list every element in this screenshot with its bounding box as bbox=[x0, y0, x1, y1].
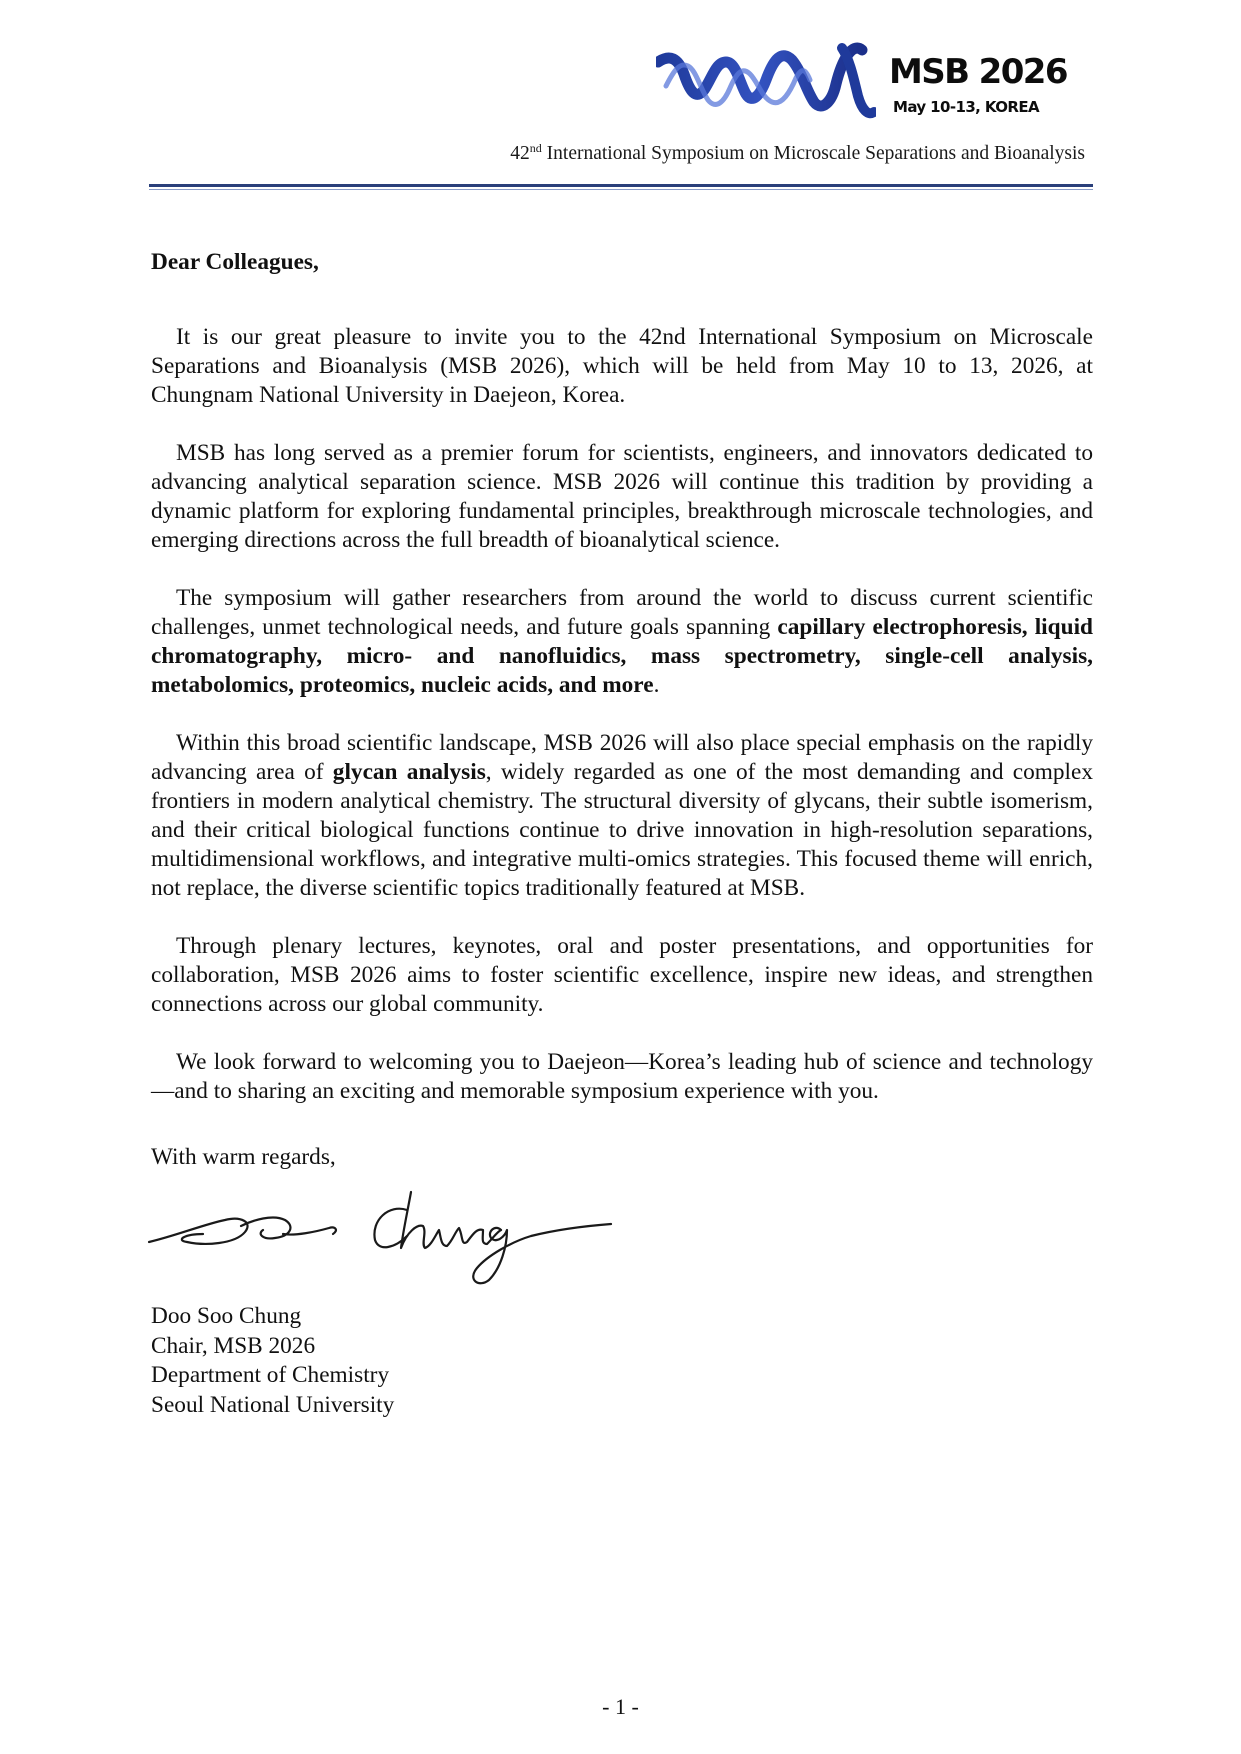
symposium-ordinal-suffix: nd bbox=[529, 141, 542, 155]
header-rule bbox=[149, 184, 1093, 187]
symposium-title bbox=[510, 141, 1085, 165]
paragraph-3 bbox=[151, 584, 1093, 700]
signer-name: Doo Soo Chung bbox=[151, 1303, 302, 1329]
paragraph-6: We look forward to welcoming you to Daejeon—Korea’s leading hub of science and technology—and to sharing an exciting and memorable symposium experience with you. bbox=[151, 1049, 1093, 1104]
closing: With warm regards, bbox=[151, 1144, 336, 1170]
logo-date: May 10-13, KOREA bbox=[893, 98, 1039, 116]
paragraph-1: It is our great pleasure to invite you to the 42nd International Symposium on Microscale Separations and Bioanalysis (MSB 2026), which will be held from May 10 to 13, 2026, at Chungnam National University in Daejeon, Korea. bbox=[151, 324, 1093, 408]
paragraph-3-text: The symposium will gather researchers from around the world to discuss current scientific challenges, unmet technological needs, and future goals spanning bbox=[151, 585, 1093, 640]
handwritten-signature bbox=[145, 1180, 615, 1292]
letterhead bbox=[0, 0, 1241, 200]
header-rule-thin bbox=[149, 189, 1093, 190]
logo-title: MSB 2026 bbox=[889, 52, 1067, 92]
paragraph-4-bold-topic: glycan analysis bbox=[332, 759, 486, 785]
paragraph-4-text: Within this broad scientific landscape, MSB 2026 will also place special emphasis on the rapidly advancing area of bbox=[151, 730, 1093, 785]
paragraph-4-rest: , widely regarded as one of the most demanding and complex frontiers in modern analytical chemistry. The structural diversity of glycans, their subtle isomerism, and their critical biological functions continue to drive innovation in high-resolution separations, multidimensional workflows, and integrative multi-omics strategies. This focused theme will enrich, not replace, the diverse scientific topics traditionally featured at MSB. bbox=[151, 759, 1093, 901]
paragraph-2: MSB has long served as a premier forum for scientists, engineers, and innovators dedicated to advancing analytical separation science. MSB 2026 will continue this tradition by providing a dynamic platform for exploring fundamental principles, breakthrough microscale technologies, and emerging directions across the full breadth of bioanalytical science. bbox=[151, 440, 1093, 553]
signer-role: Chair, MSB 2026 bbox=[151, 1332, 316, 1359]
signer-institution: Seoul National University bbox=[151, 1391, 395, 1418]
paragraph-4 bbox=[151, 729, 1093, 903]
signature bbox=[151, 1172, 1093, 1302]
paragraph-3-bold-topics: capillary electrophoresis, liquid chromatography, micro- and nanofluidics, mass spectrometry, single-cell analysis, metabolomics, proteomics, nucleic acids, and more bbox=[151, 614, 1094, 698]
symposium-ordinal-number: 42 bbox=[510, 143, 530, 164]
symposium-title-text: International Symposium on Microscale Separations and Bioanalysis bbox=[541, 143, 1085, 164]
paragraph-3-end: . bbox=[653, 672, 660, 698]
paragraph-5: Through plenary lectures, keynotes, oral and poster presentations, and opportunities for collaboration, MSB 2026 aims to foster scientific excellence, inspire new ideas, and strengthen connections across our global community. bbox=[151, 933, 1093, 1017]
greeting: Dear Colleagues, bbox=[151, 249, 319, 275]
page-number: - 1 - bbox=[602, 1694, 639, 1719]
signer-department: Department of Chemistry bbox=[151, 1362, 390, 1388]
letter-body bbox=[151, 248, 1093, 1420]
dna-helix-logo-icon bbox=[656, 40, 876, 122]
